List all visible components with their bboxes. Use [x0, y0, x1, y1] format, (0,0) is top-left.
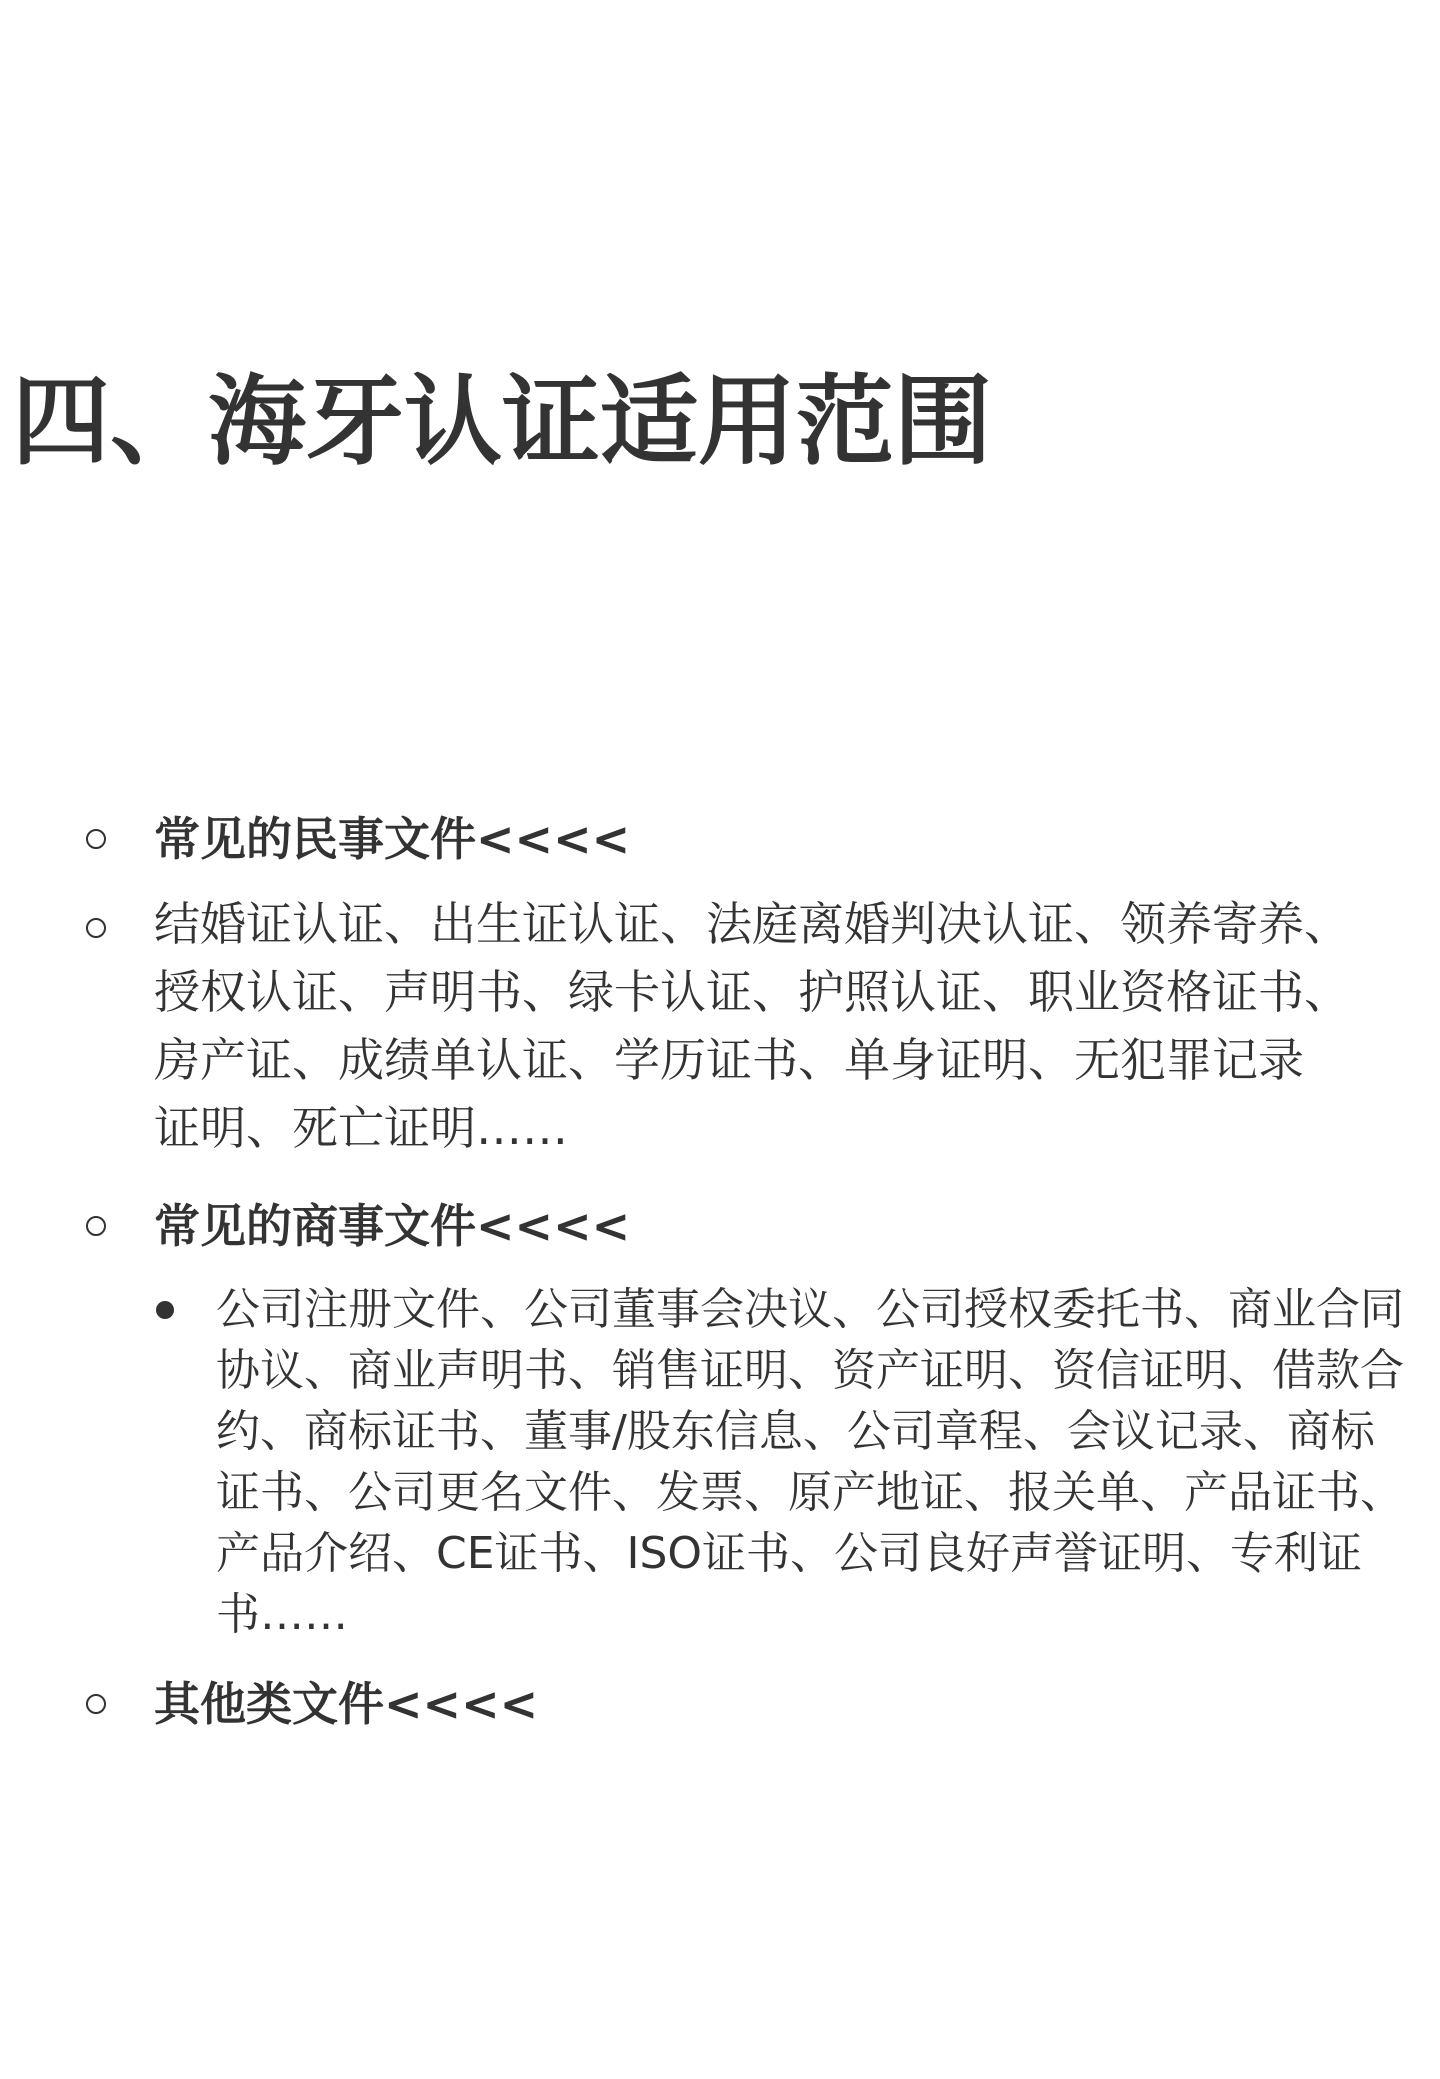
text-line: 证书、公司更名文件、发票、原产地证、报关单、产品证书、 — [216, 1467, 1404, 1518]
commercial-examples-text — [216, 1279, 1436, 1645]
disc-bullet-icon — [156, 1301, 174, 1319]
text-line: 公司注册文件、公司董事会决议、公司授权委托书、商业合同 — [216, 1284, 1404, 1335]
text-line: 产品介绍、CE证书、ISO证书、公司良好声誉证明、专利证 — [216, 1528, 1363, 1579]
text-line: 房产证、成绩单认证、学历证书、单身证明、无犯罪记录 — [154, 1033, 1304, 1087]
circle-bullet-icon — [86, 829, 106, 849]
circle-bullet-icon — [86, 1694, 106, 1714]
section-title-other: 其他类文件<<<< — [154, 1677, 539, 1731]
text-line: 结婚证认证、出生证认证、法庭离婚判决认证、领养寄养、 — [154, 897, 1350, 951]
circle-bullet-icon — [86, 918, 106, 938]
text-line: 书…… — [216, 1589, 348, 1640]
text-line: 授权认证、声明书、绿卡认证、护照认证、职业资格证书、 — [154, 965, 1350, 1019]
text-line: 约、商标证书、董事/股东信息、公司章程、会议记录、商标 — [216, 1406, 1375, 1457]
page-title: 四、海牙认证适用范围 — [12, 365, 993, 479]
text-line: 协议、商业声明书、销售证明、资产证明、资信证明、借款合 — [216, 1345, 1404, 1396]
text-line: 证明、死亡证明…… — [154, 1101, 568, 1155]
section-title-commercial: 常见的商事文件<<<< — [154, 1199, 631, 1253]
civil-examples-text — [154, 890, 1440, 1162]
circle-bullet-icon — [86, 1216, 106, 1236]
section-title-civil: 常见的民事文件<<<< — [154, 812, 631, 866]
